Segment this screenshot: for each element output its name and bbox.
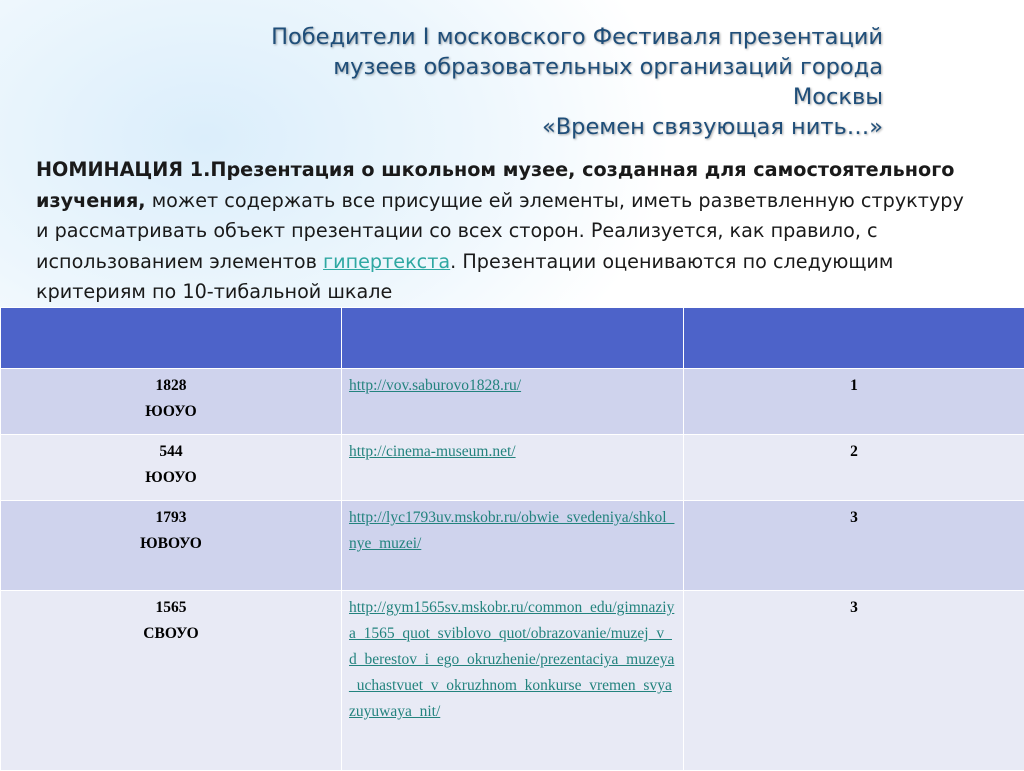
hypertext-link[interactable]: гипертекста	[323, 250, 450, 273]
table-row	[1, 591, 1024, 771]
title-line-4: «Времен связующая нить…»	[180, 112, 883, 142]
nomination-heading: НОМИНАЦИЯ 1.Презентация о школьном музее, созданная для самостоятельного изучения,	[36, 158, 954, 212]
school-number: 1793	[1, 505, 341, 531]
header-cell	[684, 308, 1024, 369]
header-cell	[1, 308, 342, 369]
place-cell: 2	[684, 435, 1024, 501]
school-district: ЮВОУО	[1, 531, 341, 557]
nomination-text-end: . Презентации оцениваются по следующим критериям по 10-тибальной шкале	[36, 250, 893, 304]
place-cell: 3	[684, 591, 1024, 771]
title-line-3: Москвы	[180, 82, 883, 112]
nomination-description	[36, 155, 976, 308]
title-line-2: музеев образовательных организаций города	[180, 52, 883, 82]
url-cell	[342, 501, 684, 591]
winners-table	[0, 307, 1024, 771]
school-cell	[1, 501, 342, 591]
table-row	[1, 501, 1024, 591]
place-cell: 1	[684, 369, 1024, 435]
museum-link[interactable]: http://vov.saburovo1828.ru/	[349, 377, 521, 394]
slide-title	[180, 22, 883, 142]
place-cell: 3	[684, 501, 1024, 591]
url-cell	[342, 435, 684, 501]
school-district: ЮОУО	[1, 465, 341, 491]
nomination-text: может содержать все присущие ей элементы, иметь разветвленную структуру и рассматривать объект презентации со всех сторон. Реализуется, как правило, с использованием элементов	[36, 189, 964, 273]
title-line-1: Победители I московского Фестиваля презентаций	[180, 22, 883, 52]
school-district: СВОУО	[1, 621, 341, 647]
museum-link[interactable]: http://lyc1793uv.mskobr.ru/obwie_svedeniya/shkol_nye_muzei/	[349, 509, 674, 552]
museum-link[interactable]: http://cinema-museum.net/	[349, 443, 516, 460]
school-cell	[1, 435, 342, 501]
table-header-row	[1, 308, 1024, 369]
header-cell	[342, 308, 684, 369]
url-cell	[342, 369, 684, 435]
url-cell	[342, 591, 684, 771]
school-number: 1565	[1, 595, 341, 621]
school-cell	[1, 369, 342, 435]
school-district: ЮОУО	[1, 399, 341, 425]
table-row	[1, 435, 1024, 501]
museum-link[interactable]: http://gym1565sv.mskobr.ru/common_edu/gimnaziya_1565_quot_sviblovo_quot/obrazovanie/muzej_v_d_berestov_i_ego_okruzhenie/prezentaciya_muzeya_uchastvuet_v_okruzhnom_konkurse_vremen_svyazuyuwaya_nit/	[349, 599, 674, 720]
school-number: 1828	[1, 373, 341, 399]
school-cell	[1, 591, 342, 771]
table-row	[1, 369, 1024, 435]
school-number: 544	[1, 439, 341, 465]
